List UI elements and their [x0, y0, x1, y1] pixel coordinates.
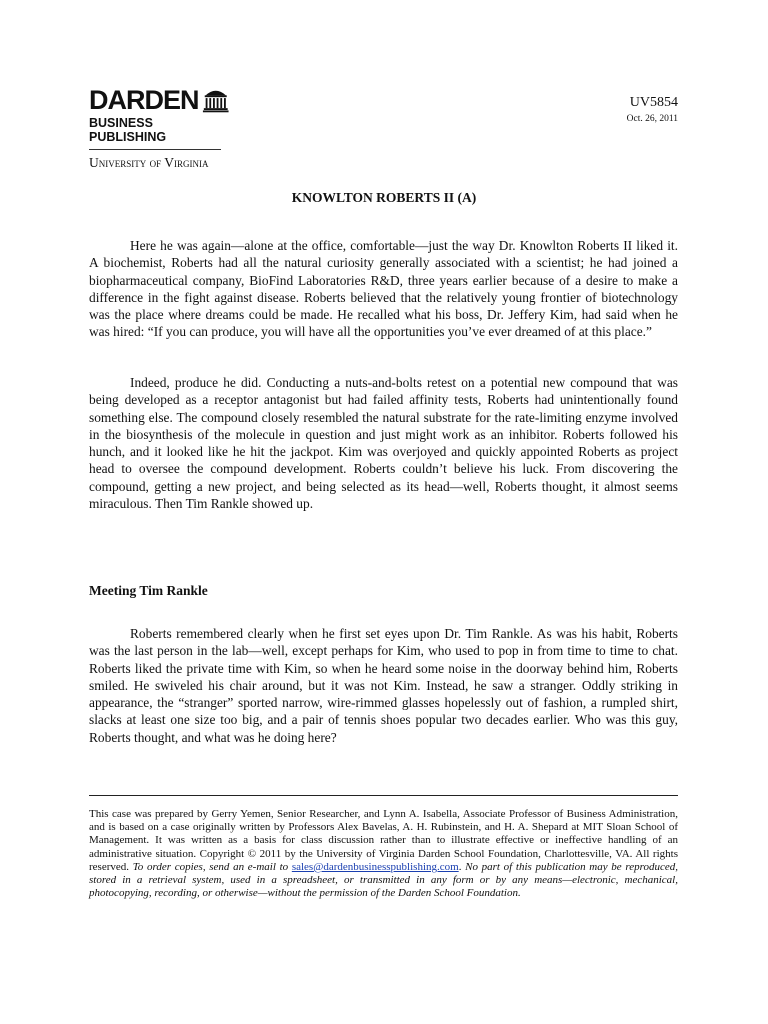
- case-date: Oct. 26, 2011: [626, 114, 678, 124]
- rotunda-icon: [202, 84, 229, 114]
- paragraph-text: Indeed, produce he did. Conducting a nuts-and-bolts retest on a potential new compound that was being developed as a receptor antagonist but had failed affinity tests, Roberts had unintentionally found something else. The compound closely resembled the natural substrate for the rate-limiting enzyme involved in the biosynthesis of the molecule in question and just might work as an inhibitor. Roberts followed his hunch, and it looked like he hit the jackpot. Kim was overjoyed and quickly appointed Roberts as project head to oversee the compound development. Roberts couldn’t believe his luck. From discovering the compound, getting a new project, and being selected as its head—well, Roberts thought, it almost seems miraculous. Then Tim Rankle showed up.: [89, 375, 678, 512]
- logo-top-row: [89, 82, 229, 114]
- logo-darden-wordmark: DARDEN: [89, 85, 199, 115]
- document-title: KNOWLTON ROBERTS II (A): [291, 190, 477, 205]
- section-heading: Meeting Tim Rankle: [89, 583, 208, 598]
- logo-divider: [89, 149, 221, 150]
- footnote-divider: [89, 795, 678, 796]
- logo-university: University of Virginia: [89, 155, 209, 170]
- darden-logo: [89, 82, 229, 171]
- case-identifier: [627, 95, 678, 125]
- footnote-order-text: To order copies, send an e-mail to: [132, 860, 289, 873]
- footnote: This case was prepared by Gerry Yemen, Senior Researcher, and Lynn A. Isabella, Associate Professor of Business Administration, and is based on a case originally written by Professors Alex Bavelas, A. H. Rubinstein, and H. A. Shepard at MIT Sloan School of Management. It was written as a basis for class discussion rather than to illustrate effective or ineffective handling of an administrative situation. Copyright © 2011 by the University of Virginia Darden School Foundation, Charlottesville, VA. All rights reserved. To order copies, send an e-mail to sales@dardenbusinesspublishing.com. No part of this publication may be reproduced, stored in a retrieval system, used in a spreadsheet, or transmitted in any form or by any means—electronic, mechanical, photocopying, recording, or otherwise—without the permission of the Darden School Foundation.: [89, 808, 678, 900]
- body-paragraph-1: [89, 237, 678, 341]
- sales-email-link[interactable]: sales@dardenbusinesspublishing.com: [291, 860, 459, 873]
- body-paragraph-3: [89, 625, 678, 746]
- body-paragraph-2: [89, 374, 678, 512]
- case-number: UV5854: [629, 95, 678, 110]
- footnote-text: This case was prepared by Gerry Yemen, Senior Researcher, and Lynn A. Isabella, Associate Professor of Business Administration, and is based on a case originally written by Professors Alex Bavelas, A. H. Rubinstein, and H. A. Shepard at MIT Sloan School of Management. It was written as a basis for class discussion rather than to illustrate effective or ineffective handling of an administrative situation. Copyright © 2011 by the University of Virginia Darden School Foundation, Charlottesville, VA. All rights reserved.: [89, 808, 678, 873]
- logo-business-publishing: BUSINESS PUBLISHING: [89, 116, 167, 144]
- paragraph-text: Roberts remembered clearly when he first set eyes upon Dr. Tim Rankle. As was his habit, Roberts was the last person in the lab—well, except perhaps for Kim, who used to pop in from time to time to chat. Roberts liked the private time with Kim, so when he heard some noise in the doorway behind him, Roberts smiled. He swiveled his chair around, but it was not Kim. Instead, he saw a stranger. Oddly striking in appearance, the “stranger” sported narrow, wire-rimmed glasses hopelessly out of fashion, a rumpled shirt, slacks at least one size too big, and a pair of tennis shoes popular two decades earlier. Who was this guy, Roberts thought, and what was he doing here?: [89, 626, 678, 745]
- paragraph-text: Here he was again—alone at the office, comfortable—just the way Dr. Knowlton Roberts II liked it. A biochemist, Roberts had all the natural curiosity generally associated with a scientist; he had joined a biopharmaceutical company, BioFind Laboratories R&D, three years earlier because of a desire to make a difference in the fight against disease. Roberts believed that the relatively young frontier of biotechnology was the place where dreams could be made. He recalled what his boss, Dr. Jeffery Kim, had said when he was hired: “If you can produce, you will have all the opportunities you’ve ever dreamed of at this place.”: [89, 238, 678, 340]
- footnote-rights-text: No part of this publication may be reproduced, stored in a retrieval system, used in a spreadsheet, or transmitted in any form or by any means—electronic, mechanical, photocopying, recording, or otherwise—without the permission of the Darden School Foundation.: [89, 860, 678, 900]
